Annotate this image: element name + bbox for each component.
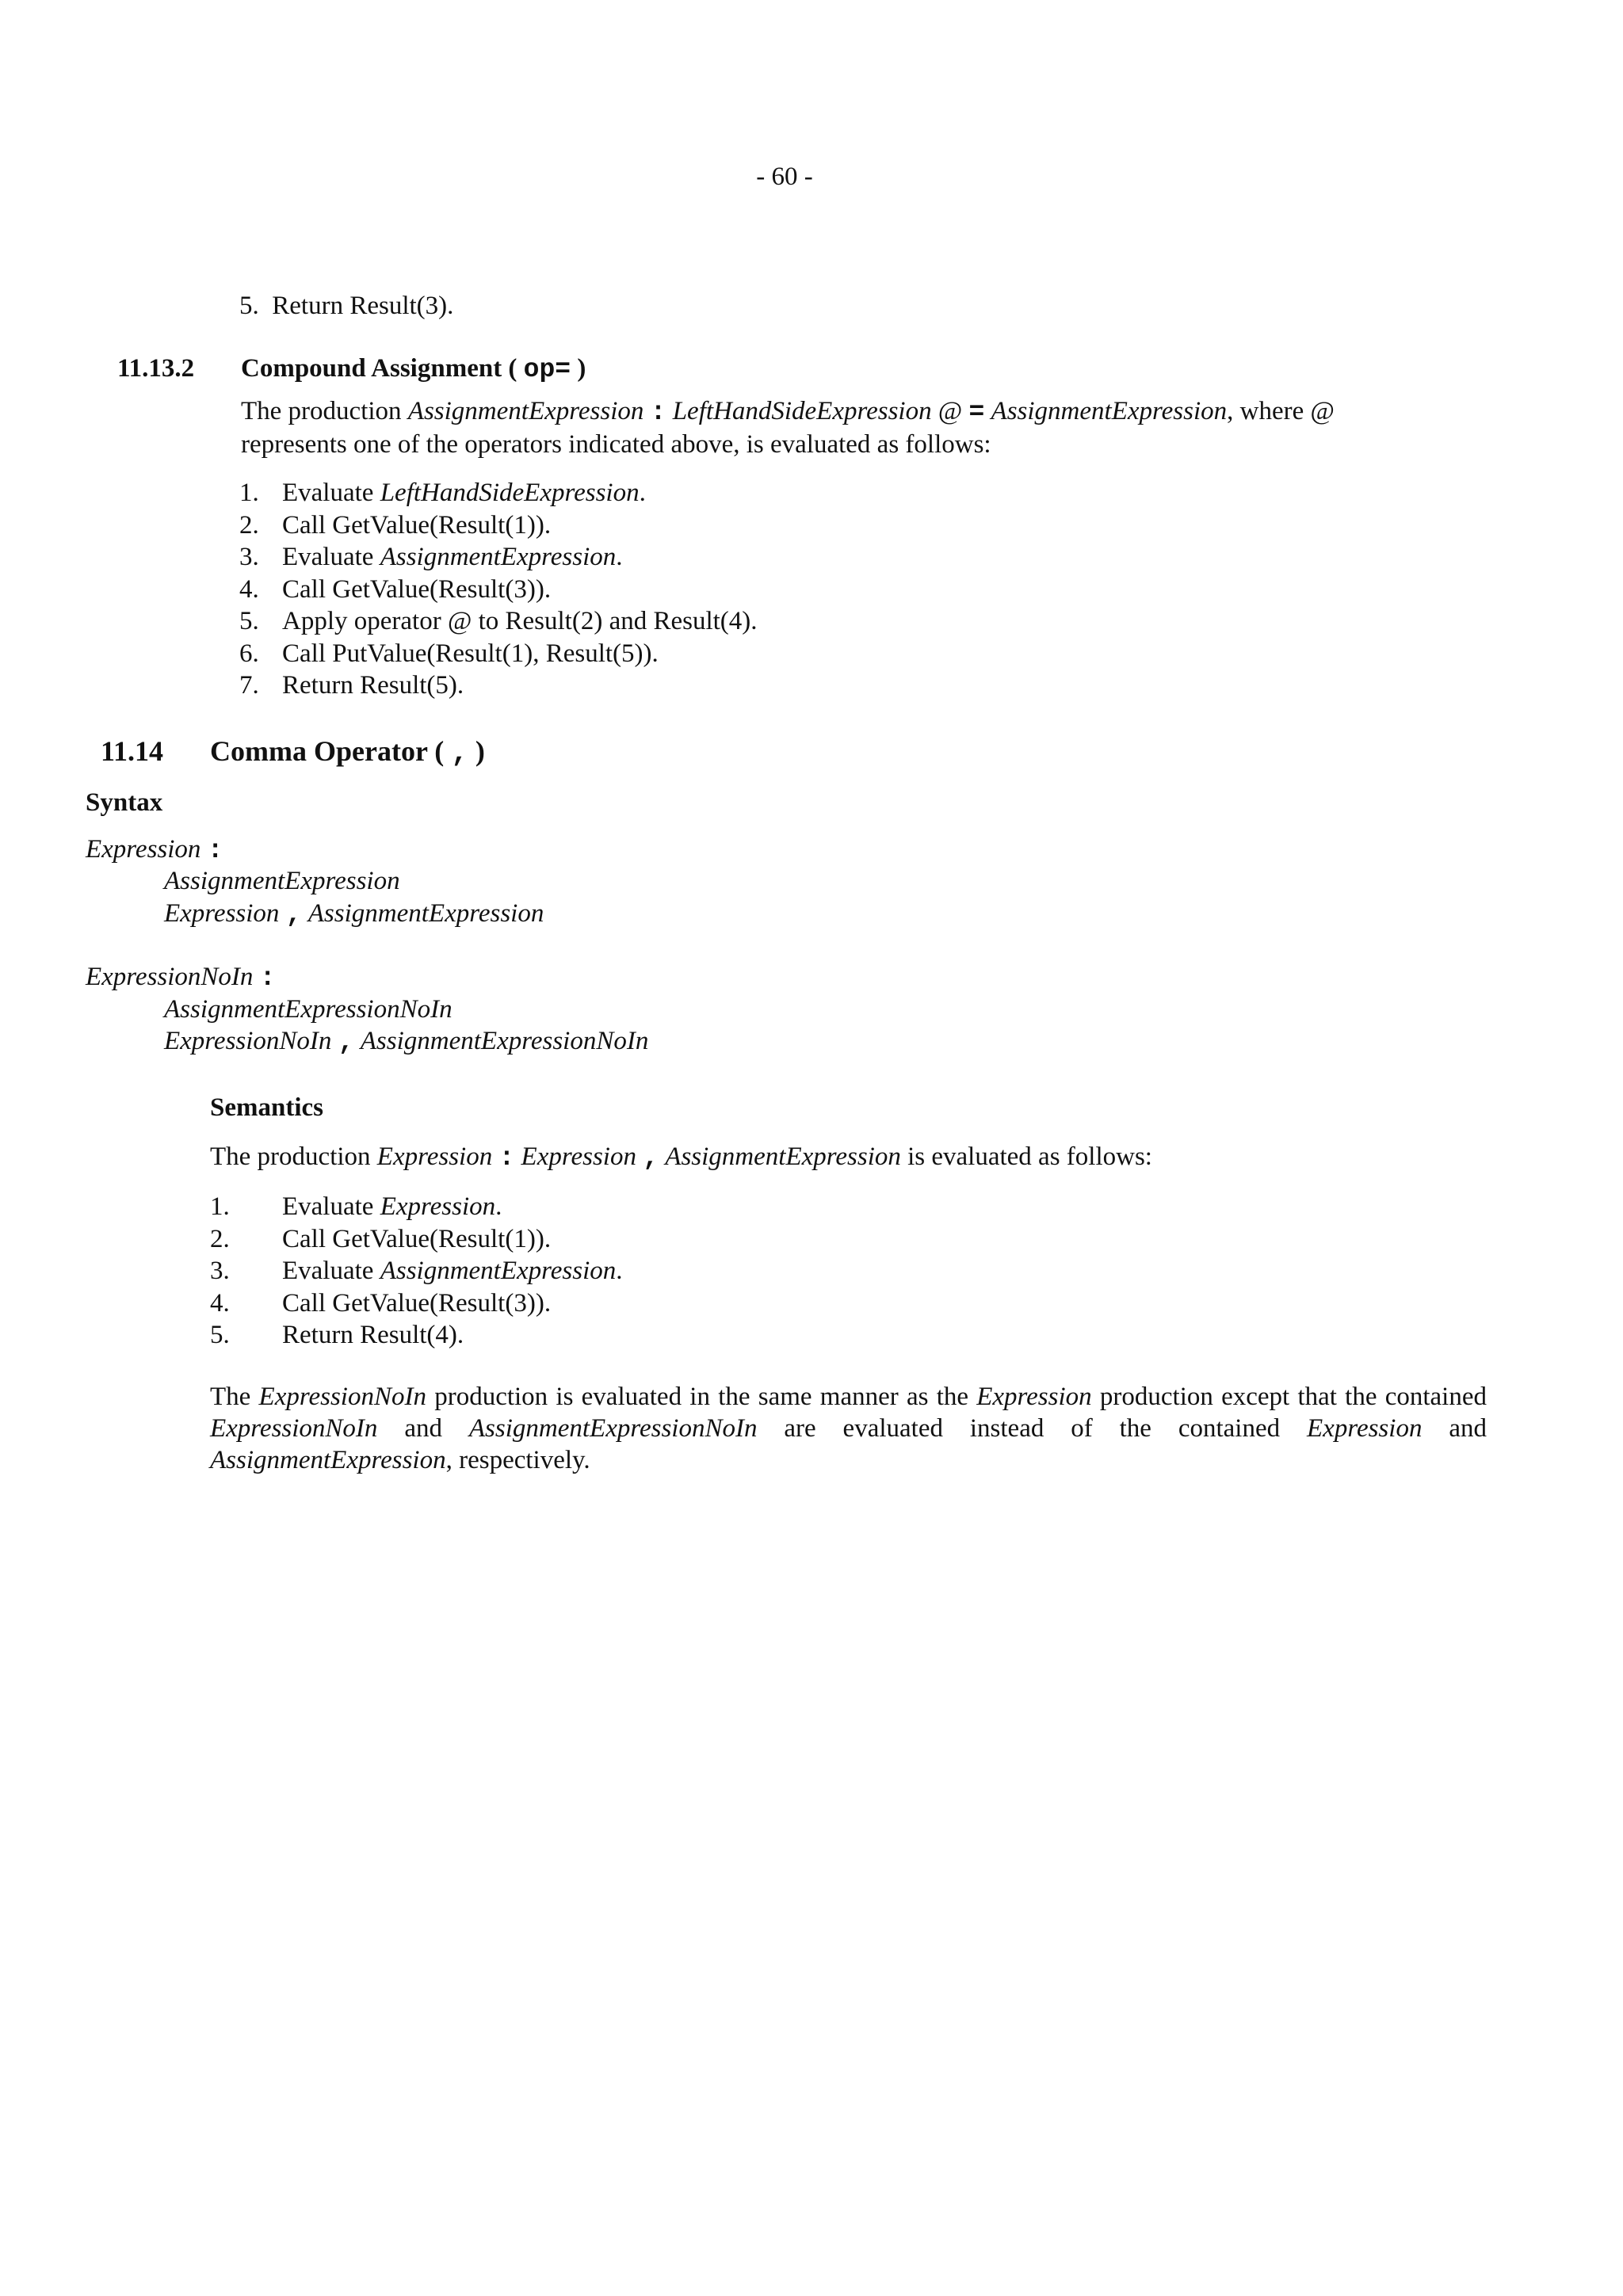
section-heading-11-14: [101, 734, 163, 769]
closing-paragraph: The ExpressionNoIn production is evaluated in the same manner as the Expression production except that the contained ExpressionNoIn and AssignmentExpressionNoIn are evaluated instead of the contained Expression and AssignmentExpression, respectively.: [210, 1383, 1487, 1474]
grammar-alternative: ExpressionNoIn , AssignmentExpressionNoIn: [164, 1027, 649, 1057]
semantics-heading: Semantics: [210, 1093, 323, 1122]
list-item-number: 5.: [239, 292, 259, 320]
grammar-nonterminal: AssignmentExpression: [407, 397, 644, 425]
grammar-production-expression: Expression :: [86, 835, 223, 865]
section-title-11-13-2: [241, 353, 586, 386]
production-line-2: represents one of the operators indicated above, is evaluated as follows:: [241, 430, 991, 459]
grammar-nonterminal: ExpressionNoIn: [86, 963, 254, 991]
section-title-close: ): [577, 354, 586, 383]
section-number: 11.14: [101, 735, 164, 767]
production-line-1: The production AssignmentExpression : LeftHandSideExpression @ = AssignmentExpression, where @: [241, 397, 1335, 427]
grammar-nonterminal: LeftHandSideExpression: [672, 397, 932, 425]
section-number: 11.13.2: [117, 354, 195, 383]
grammar-production-expression-noin: ExpressionNoIn :: [86, 963, 276, 993]
list-item-text: Return Result(3).: [272, 292, 454, 320]
grammar-alternative: Expression , AssignmentExpression: [164, 899, 544, 929]
section-title: Comma Operator (: [210, 735, 445, 767]
document-page: - 60 - 5. Return Result(3). 11.13.2 Compound Assignment ( op= ) The production AssignmentExpression : LeftHandSideExpression @ = AssignmentExpression, where @ represents one of the operators indicated above, is evaluated as follows: 1. Evaluate LeftHandSideExpression. 2. Call GetValue(Result(1)). 3. Evaluate AssignmentExpression. 4. Call GetValue(Result(3)). 5. Apply operator @ to Result(2) and Result(4). 6. Call PutValue(Result(1), Result(5)). 7. Return Result(5). 11.14 Comma Operator ( , ) Syntax Expression : AssignmentExpression Expression , AssignmentExpression ExpressionNoIn : AssignmentExpressionNoIn ExpressionNoIn , AssignmentExpressionNoIn Semantics The production Expression : Expression , AssignmentExpression is evaluated as follows: 1. Evaluate Expression. 2. Call GetValue(Result(1)). 3. Evaluate AssignmentExpression. 4. Call GetValue(Result(3)). 5. Return Result(4). The ExpressionNoIn production is evaluated in the same manner as the Expression production except that the contained ExpressionNoIn and AssignmentExpressionNoIn are evaluated instead of the contained Expression and AssignmentExpression, respectively.: [0, 0, 1623, 2296]
continued-list-item: [239, 290, 453, 322]
section-title-operator: ,: [451, 737, 468, 769]
syntax-heading: Syntax: [86, 788, 163, 817]
grammar-alternative: AssignmentExpression: [164, 867, 400, 895]
section-title-operator: op=: [523, 355, 571, 384]
section-title-close: ): [475, 735, 485, 767]
grammar-alternative: AssignmentExpressionNoIn: [164, 995, 453, 1024]
section-title: Compound Assignment (: [241, 354, 517, 383]
page-number: - 60 -: [756, 162, 813, 191]
production-paragraph: [241, 395, 1487, 460]
grammar-nonterminal: Expression: [86, 835, 201, 864]
section-title-11-14: [210, 734, 485, 771]
section-heading-11-13-2: [117, 353, 194, 384]
semantics-production-paragraph: The production Expression : Expression , AssignmentExpression is evaluated as follows:: [210, 1142, 1152, 1173]
grammar-nonterminal: AssignmentExpression: [991, 397, 1228, 425]
